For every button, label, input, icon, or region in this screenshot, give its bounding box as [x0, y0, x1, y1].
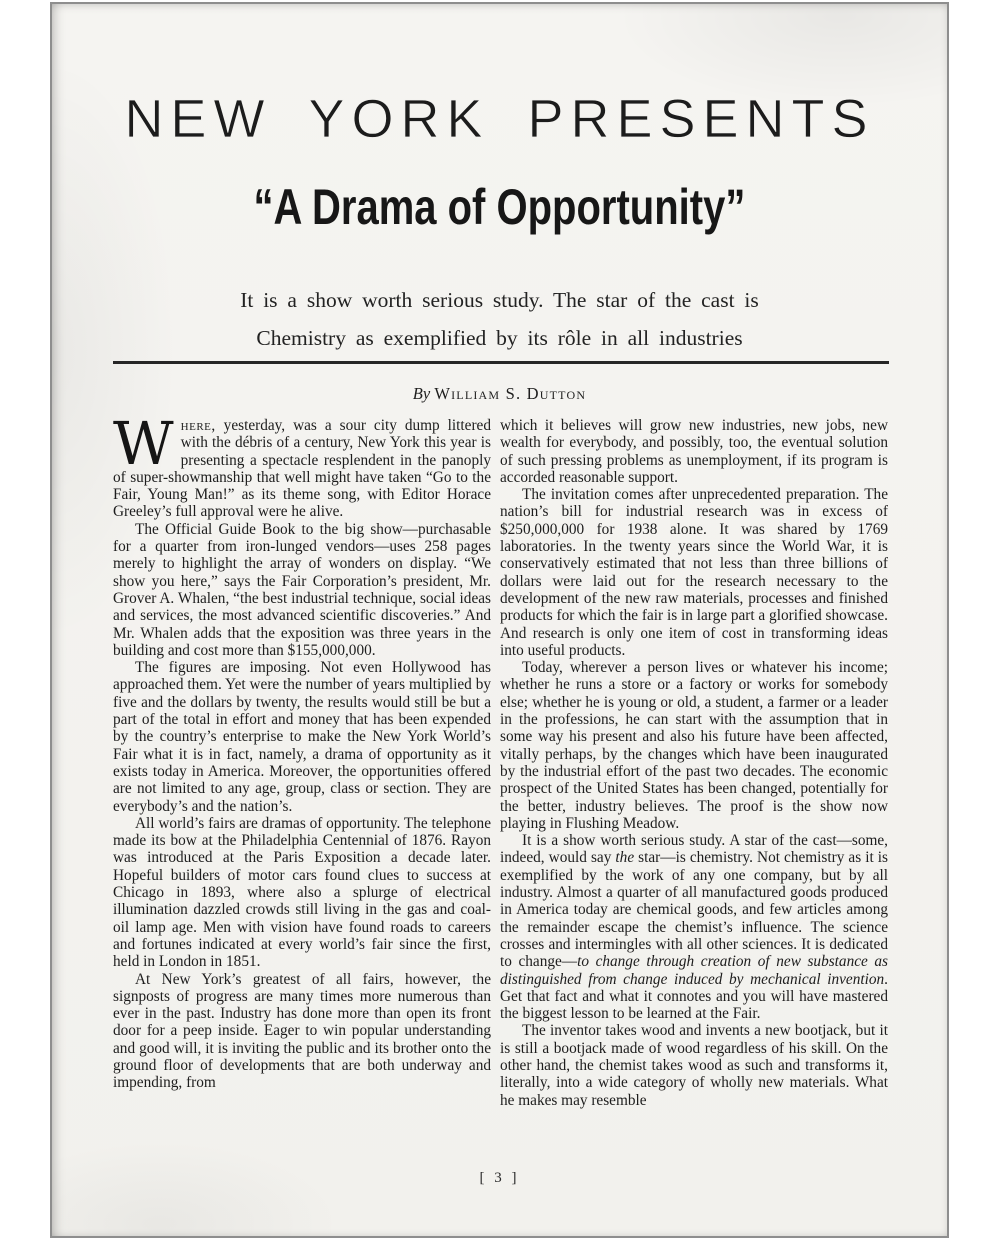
headline-container: [52, 178, 947, 236]
article-paragraph: [113, 659, 491, 815]
dropcap-letter: W: [113, 409, 174, 478]
byline: [52, 384, 947, 404]
deck-line-2: Chemistry as exemplified by its rôle in all industries: [256, 326, 743, 350]
right-column: [500, 417, 888, 1109]
article-paragraph: [500, 1022, 888, 1108]
article-paragraph: [500, 832, 888, 1022]
horizontal-rule: [113, 361, 889, 364]
article-paragraph: [113, 971, 491, 1092]
scanned-magazine-page: [50, 2, 949, 1238]
text-run: The inventor takes wood and invents a new bootjack, but it is still a bootjack made of wood regardless of his skill. On the other hand, the chemist takes wood as such and transforms it, literally, into a wide category of wholly new materials. What he makes may resemble: [500, 1022, 888, 1109]
article-paragraph: [113, 521, 491, 659]
article-deck: [52, 281, 947, 357]
text-run: It is a show worth serious study. A star of the cast—some, indeed, would say: [500, 832, 888, 867]
text-run: At New York’s greatest of all fairs, however, the signposts of progress are many times more numerous than ever in the past. Industry has done more than open its front door for a peep inside. Eager to win popular understanding and good will, it is inviting the public and its brother onto the ground floor of developments that are both underway and impending, from: [113, 970, 491, 1092]
page-number: [ 3 ]: [479, 1170, 520, 1186]
italic-text-run: to change through creation of new substance as distinguished from change induced by mechanical invention: [500, 953, 888, 988]
text-run: All world’s fairs are dramas of opportunity. The telephone made its bow at the Philadelphia Centennial of 1876. Rayon was introduced at the Paris Exposition a decade later. Hopeful builders of motor cars found clues to success at Chicago in 1893, where also a splurge of electrical illumination dazzled crowds still living in the gas and coal-oil lamp age. Men with vision have found roads to careers and fortunes indicated at every world’s fair since the first, held in London in 1851.: [113, 814, 491, 971]
article-paragraph: [113, 409, 491, 521]
article-paragraph: [500, 486, 888, 659]
text-run: which it believes will grow new industries, new jobs, new wealth for everybody, and possibly, too, the eventual solution of such pressing problems as unemployment, if its program is accorded reasonable support.: [500, 417, 888, 486]
text-run: The Official Guide Book to the big show—purchasable for a quarter from iron-lunged vendors—uses 258 pages merely to highlight the array of wonders on display. “We show you here,” says the Fair Corporation’s president, Mr. Grover A. Whalen, “the best industrial technique, social ideas and services, the most advanced scientific discoveries.” And Mr. Whalen adds that the exposition was three years in the building and cost more than $155,000,000.: [113, 520, 491, 659]
text-run: Today, wherever a person lives or whatever his income; whether he runs a store or a factory or works for somebody else; whether he is young or old, a student, a farmer or a leader in the professions, he can start with the assumption that in some way his present and also his future have been affected, vitally perhaps, by the changes which have been inaugurated by the industrial effort of the past two decades. The economic prospect of the United States has been changed, potentially for the better, industry believes. The proof is the show now playing in Flushing Meadow.: [500, 659, 888, 832]
text-run: yesterday, was a sour city dump littered with the débris of a century, New York this year is presenting a spectacle resplendent in the panoply of super-showmanship that well might have taken “Go to the Fair, Young Man!” as its theme song, with Editor Horace Greeley’s full approval were he alive.: [113, 417, 491, 521]
article-body: [113, 409, 888, 1109]
deck-line-1: It is a show worth serious study. The star of the cast is: [240, 288, 759, 312]
left-column: [113, 409, 491, 1109]
text-run: star—is chemistry. Not chemistry as it is exemplified by the work of any one company, but by all industry. Almost a quarter of all manufactured goods produced in America today are chemical goods, and few articles among the remainder escape the chemist’s influence. The science crosses and intermingles with all other sciences. It is dedicated to change—: [500, 849, 888, 971]
text-run: . Get that fact and what it connotes and you will have mastered the biggest lesson to be learned at the Fair.: [500, 970, 888, 1023]
byline-author: William S. Dutton: [434, 384, 587, 403]
article-paragraph: [500, 417, 888, 486]
text-run: The figures are imposing. Not even Hollywood has approached them. Yet were the number of years multiplied by five and the dollars by twenty, the results would still be but a part of the total in effort and money that has been expended by the country’s enterprise to make the New York World’s Fair what it is in fact, namely, a drama of opportunity as it exists today in America. Moreover, the opportunities offered are not limited to any age, group, class or section. They are everybody’s and the nation’s.: [113, 659, 491, 815]
lead-in-small-caps: here,: [180, 417, 216, 434]
text-run: The invitation comes after unprecedented preparation. The nation’s bill for industrial research was in excess of $250,000,000 for 1938 alone. It was shared by 1769 laboratories. In the twenty years since the World War, it is conservatively estimated that not less than three billions of dollars were laid out for the research necessary to the development of the new raw materials, processes and finished products for which the fair is in large part a glorified showcase. And research is only one item of cost in transforming ideas into useful products.: [500, 486, 888, 659]
byline-prefix: By: [412, 384, 431, 403]
article-paragraph: [113, 815, 491, 971]
masthead-title: NEW YORK PRESENTS: [124, 89, 875, 149]
article-headline: “A Drama of Opportunity”: [253, 179, 746, 235]
article-paragraph: [500, 659, 888, 832]
italic-text-run: the: [615, 849, 635, 867]
